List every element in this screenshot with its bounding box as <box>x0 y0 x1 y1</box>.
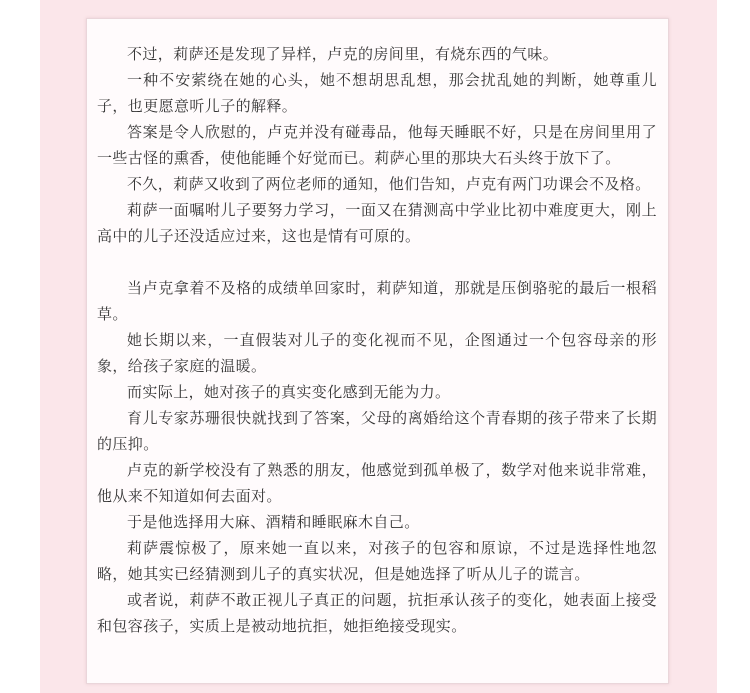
article-paragraph: 莉萨震惊极了，原来她一直以来，对孩子的包容和原谅，不过是选择性地忽略，她其实已经猜测到儿子的真实状况，但是她选择了听从儿子的谎言。 <box>97 539 657 583</box>
article-body <box>97 41 657 639</box>
article-paragraph: 于是他选择用大麻、酒精和睡眠麻木自己。 <box>127 513 420 531</box>
article-paragraph: 一种不安萦绕在她的心头，她不想胡思乱想，那会扰乱她的判断，她尊重儿子，也更愿意听儿子的解释。 <box>97 71 657 115</box>
article-card <box>86 18 669 684</box>
article-paragraph: 不过，莉萨还是发现了异样，卢克的房间里，有烧东西的气味。 <box>127 45 559 63</box>
article-paragraph: 莉萨一面嘱咐儿子要努力学习，一面又在猜测高中学业比初中难度更大，刚上高中的儿子还没适应过来，这也是情有可原的。 <box>97 201 657 245</box>
article-paragraph: 或者说，莉萨不敢正视儿子真正的问题，抗拒承认孩子的变化，她表面上接受和包容孩子，实质上是被动地抗拒，她拒绝接受现实。 <box>97 591 657 635</box>
article-paragraph: 而实际上，她对孩子的真实变化感到无能为力。 <box>127 383 451 401</box>
article-paragraph: 当卢克拿着不及格的成绩单回家时，莉萨知道，那就是压倒骆驼的最后一根稻草。 <box>97 279 657 323</box>
article-paragraph: 她长期以来，一直假装对儿子的变化视而不见，企图通过一个包容母亲的形象，给孩子家庭的温暖。 <box>97 331 657 375</box>
article-paragraph: 不久，莉萨又收到了两位老师的通知，他们告知，卢克有两门功课会不及格。 <box>127 175 651 193</box>
section-spacer <box>97 249 657 275</box>
article-paragraph: 育儿专家苏珊很快就找到了答案，父母的离婚给这个青春期的孩子带来了长期的压抑。 <box>97 409 657 453</box>
article-paragraph: 卢克的新学校没有了熟悉的朋友，他感觉到孤单极了，数学对他来说非常难，他从来不知道如何去面对。 <box>97 461 657 505</box>
article-paragraph: 答案是令人欣慰的，卢克并没有碰毒品，他每天睡眠不好，只是在房间里用了一些古怪的熏香，使他能睡个好觉而已。莉萨心里的那块大石头终于放下了。 <box>97 123 657 167</box>
